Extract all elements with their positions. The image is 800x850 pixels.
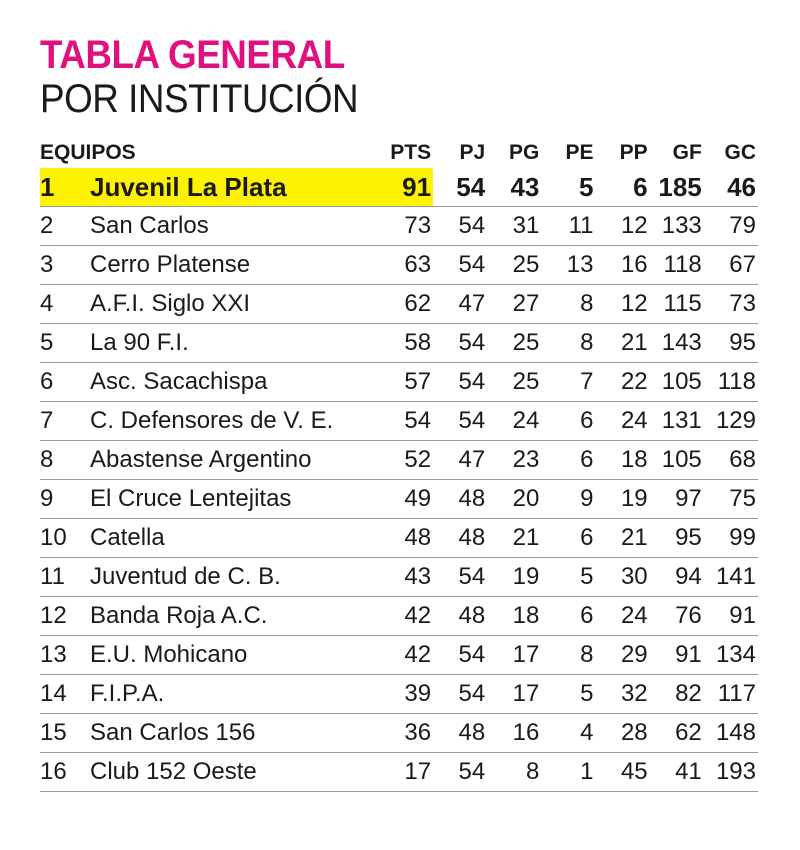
gf-cell: 185 bbox=[650, 168, 704, 207]
table-row bbox=[40, 714, 758, 753]
pj-cell: 54 bbox=[433, 207, 487, 246]
column-header-pj: PJ bbox=[459, 141, 486, 164]
gc-cell: 141 bbox=[704, 558, 758, 597]
pe-cell: 1 bbox=[541, 753, 595, 792]
gc-cell: 46 bbox=[704, 168, 758, 207]
pts-cell: 62 bbox=[379, 285, 433, 324]
pe-cell: 9 bbox=[541, 480, 595, 519]
pg-cell: 31 bbox=[487, 207, 541, 246]
table-row bbox=[40, 519, 758, 558]
pj-cell: 54 bbox=[433, 558, 487, 597]
gc-cell: 73 bbox=[704, 285, 758, 324]
pg-cell: 25 bbox=[487, 363, 541, 402]
pe-cell: 8 bbox=[541, 324, 595, 363]
position-number: 6 bbox=[40, 368, 54, 395]
pe-cell: 13 bbox=[541, 246, 595, 285]
team-name: C. Defensores de V. E. bbox=[90, 407, 334, 434]
pg-cell: 18 bbox=[487, 597, 541, 636]
pj-cell: 54 bbox=[433, 324, 487, 363]
pj-cell: 54 bbox=[433, 168, 487, 207]
page-subtitle: POR INSTITUCIÓN bbox=[40, 77, 359, 121]
table-row bbox=[40, 402, 758, 441]
gf-cell: 62 bbox=[650, 714, 704, 753]
table-row bbox=[40, 207, 758, 246]
pp-cell: 28 bbox=[596, 714, 650, 753]
position-number: 2 bbox=[40, 212, 54, 239]
gc-cell: 118 bbox=[704, 363, 758, 402]
team-name: Juvenil La Plata bbox=[90, 171, 287, 202]
pp-cell: 16 bbox=[596, 246, 650, 285]
gc-cell: 91 bbox=[704, 597, 758, 636]
pg-cell: 24 bbox=[487, 402, 541, 441]
gf-cell: 143 bbox=[650, 324, 704, 363]
pg-cell: 27 bbox=[487, 285, 541, 324]
gc-cell: 67 bbox=[704, 246, 758, 285]
pp-cell: 24 bbox=[596, 402, 650, 441]
gf-cell: 131 bbox=[650, 402, 704, 441]
gc-cell: 134 bbox=[704, 636, 758, 675]
team-cell bbox=[40, 714, 379, 753]
pg-cell: 8 bbox=[487, 753, 541, 792]
gf-cell: 118 bbox=[650, 246, 704, 285]
gf-cell: 94 bbox=[650, 558, 704, 597]
team-name: El Cruce Lentejitas bbox=[90, 485, 292, 512]
team-cell bbox=[40, 675, 379, 714]
pp-cell: 45 bbox=[596, 753, 650, 792]
table-row bbox=[40, 285, 758, 324]
gc-cell: 117 bbox=[704, 675, 758, 714]
pp-cell: 24 bbox=[596, 597, 650, 636]
pts-cell: 49 bbox=[379, 480, 433, 519]
pp-cell: 30 bbox=[596, 558, 650, 597]
gc-cell: 75 bbox=[704, 480, 758, 519]
pp-cell: 21 bbox=[596, 519, 650, 558]
gf-cell: 105 bbox=[650, 363, 704, 402]
position-number: 12 bbox=[40, 602, 67, 629]
pj-cell: 54 bbox=[433, 753, 487, 792]
pj-cell: 54 bbox=[433, 363, 487, 402]
pts-cell: 42 bbox=[379, 636, 433, 675]
table-row bbox=[40, 441, 758, 480]
team-name: F.I.P.A. bbox=[90, 680, 165, 707]
column-header-gf: GF bbox=[672, 141, 702, 164]
column-header-gc: GC bbox=[724, 141, 756, 164]
pe-cell: 11 bbox=[541, 207, 595, 246]
table-row bbox=[40, 480, 758, 519]
pts-cell: 39 bbox=[379, 675, 433, 714]
pts-cell: 17 bbox=[379, 753, 433, 792]
gc-cell: 99 bbox=[704, 519, 758, 558]
team-cell bbox=[40, 246, 379, 285]
pp-cell: 21 bbox=[596, 324, 650, 363]
pg-cell: 25 bbox=[487, 246, 541, 285]
gf-cell: 97 bbox=[650, 480, 704, 519]
pj-cell: 47 bbox=[433, 441, 487, 480]
team-cell bbox=[40, 363, 379, 402]
gf-cell: 82 bbox=[650, 675, 704, 714]
team-name: E.U. Mohicano bbox=[90, 641, 248, 668]
pg-cell: 17 bbox=[487, 636, 541, 675]
pe-cell: 6 bbox=[541, 519, 595, 558]
column-header-pe: PE bbox=[565, 141, 594, 164]
pts-cell: 42 bbox=[379, 597, 433, 636]
team-cell bbox=[40, 636, 379, 675]
position-number: 3 bbox=[40, 251, 54, 278]
pe-cell: 7 bbox=[541, 363, 595, 402]
table-body bbox=[40, 168, 758, 792]
team-name: Catella bbox=[90, 524, 165, 551]
pg-cell: 16 bbox=[487, 714, 541, 753]
team-cell bbox=[40, 558, 379, 597]
table-row bbox=[40, 636, 758, 675]
pj-cell: 54 bbox=[433, 402, 487, 441]
position-number: 5 bbox=[40, 329, 54, 356]
pg-cell: 20 bbox=[487, 480, 541, 519]
column-header-pg: PG bbox=[509, 141, 540, 164]
pe-cell: 6 bbox=[541, 402, 595, 441]
team-name: Juventud de C. B. bbox=[90, 563, 281, 590]
team-cell bbox=[40, 597, 379, 636]
table-row bbox=[40, 597, 758, 636]
pg-cell: 21 bbox=[487, 519, 541, 558]
pg-cell: 19 bbox=[487, 558, 541, 597]
team-cell bbox=[40, 285, 379, 324]
table-row bbox=[40, 675, 758, 714]
pj-cell: 54 bbox=[433, 246, 487, 285]
column-header-pts: PTS bbox=[390, 141, 432, 164]
pj-cell: 47 bbox=[433, 285, 487, 324]
pp-cell: 29 bbox=[596, 636, 650, 675]
gc-cell: 193 bbox=[704, 753, 758, 792]
team-name: Club 152 Oeste bbox=[90, 758, 257, 785]
table-row bbox=[40, 558, 758, 597]
team-name: Cerro Platense bbox=[90, 251, 251, 278]
position-number: 15 bbox=[40, 719, 67, 746]
pe-cell: 4 bbox=[541, 714, 595, 753]
pj-cell: 54 bbox=[433, 636, 487, 675]
pts-cell: 54 bbox=[379, 402, 433, 441]
position-number: 14 bbox=[40, 680, 67, 707]
pp-cell: 12 bbox=[596, 285, 650, 324]
pj-cell: 48 bbox=[433, 597, 487, 636]
table-row bbox=[40, 363, 758, 402]
pp-cell: 6 bbox=[596, 168, 650, 207]
pg-cell: 17 bbox=[487, 675, 541, 714]
page-title: TABLA GENERAL bbox=[40, 33, 345, 77]
pts-cell: 91 bbox=[379, 168, 433, 207]
pe-cell: 6 bbox=[541, 441, 595, 480]
pe-cell: 8 bbox=[541, 285, 595, 324]
pp-cell: 22 bbox=[596, 363, 650, 402]
gc-cell: 68 bbox=[704, 441, 758, 480]
pg-cell: 25 bbox=[487, 324, 541, 363]
pts-cell: 58 bbox=[379, 324, 433, 363]
gf-cell: 41 bbox=[650, 753, 704, 792]
gf-cell: 115 bbox=[650, 285, 704, 324]
position-number: 4 bbox=[40, 290, 54, 317]
standings-panel bbox=[40, 34, 758, 792]
pj-cell: 48 bbox=[433, 714, 487, 753]
pg-cell: 23 bbox=[487, 441, 541, 480]
position-number: 9 bbox=[40, 485, 54, 512]
table-row bbox=[40, 753, 758, 792]
gc-cell: 129 bbox=[704, 402, 758, 441]
pts-cell: 43 bbox=[379, 558, 433, 597]
position-number: 8 bbox=[40, 446, 54, 473]
team-name: Banda Roja A.C. bbox=[90, 602, 268, 629]
gc-cell: 95 bbox=[704, 324, 758, 363]
pj-cell: 48 bbox=[433, 480, 487, 519]
gf-cell: 95 bbox=[650, 519, 704, 558]
pts-cell: 52 bbox=[379, 441, 433, 480]
gc-cell: 148 bbox=[704, 714, 758, 753]
position-number: 7 bbox=[40, 407, 54, 434]
pe-cell: 5 bbox=[541, 168, 595, 207]
gc-cell: 79 bbox=[704, 207, 758, 246]
column-header-equipos: EQUIPOS bbox=[40, 141, 136, 164]
team-name: Abastense Argentino bbox=[90, 446, 312, 473]
pp-cell: 32 bbox=[596, 675, 650, 714]
position-number: 1 bbox=[40, 171, 55, 202]
pj-cell: 54 bbox=[433, 675, 487, 714]
team-name: Asc. Sacachispa bbox=[90, 368, 268, 395]
pg-cell: 43 bbox=[487, 168, 541, 207]
table-row bbox=[40, 246, 758, 285]
team-cell bbox=[40, 480, 379, 519]
pj-cell: 48 bbox=[433, 519, 487, 558]
table-row bbox=[40, 324, 758, 363]
team-cell bbox=[40, 441, 379, 480]
pp-cell: 19 bbox=[596, 480, 650, 519]
pe-cell: 8 bbox=[541, 636, 595, 675]
pts-cell: 63 bbox=[379, 246, 433, 285]
pts-cell: 73 bbox=[379, 207, 433, 246]
table-header-row bbox=[40, 138, 758, 168]
pe-cell: 5 bbox=[541, 558, 595, 597]
team-cell bbox=[40, 753, 379, 792]
table-row bbox=[40, 168, 758, 207]
pts-cell: 48 bbox=[379, 519, 433, 558]
team-cell bbox=[40, 168, 379, 207]
team-name: La 90 F.I. bbox=[90, 329, 189, 356]
position-number: 11 bbox=[40, 563, 65, 590]
pp-cell: 18 bbox=[596, 441, 650, 480]
pe-cell: 6 bbox=[541, 597, 595, 636]
gf-cell: 105 bbox=[650, 441, 704, 480]
pts-cell: 57 bbox=[379, 363, 433, 402]
team-name: San Carlos bbox=[90, 212, 209, 239]
standings-table bbox=[40, 138, 758, 792]
team-name: San Carlos 156 bbox=[90, 719, 256, 746]
gf-cell: 76 bbox=[650, 597, 704, 636]
position-number: 16 bbox=[40, 758, 67, 785]
team-name: A.F.I. Siglo XXI bbox=[90, 290, 251, 317]
pts-cell: 36 bbox=[379, 714, 433, 753]
gf-cell: 133 bbox=[650, 207, 704, 246]
team-cell bbox=[40, 519, 379, 558]
column-header-pp: PP bbox=[619, 141, 648, 164]
pe-cell: 5 bbox=[541, 675, 595, 714]
pp-cell: 12 bbox=[596, 207, 650, 246]
gf-cell: 91 bbox=[650, 636, 704, 675]
team-cell bbox=[40, 207, 379, 246]
position-number: 10 bbox=[40, 524, 67, 551]
team-cell bbox=[40, 402, 379, 441]
position-number: 13 bbox=[40, 641, 67, 668]
team-cell bbox=[40, 324, 379, 363]
